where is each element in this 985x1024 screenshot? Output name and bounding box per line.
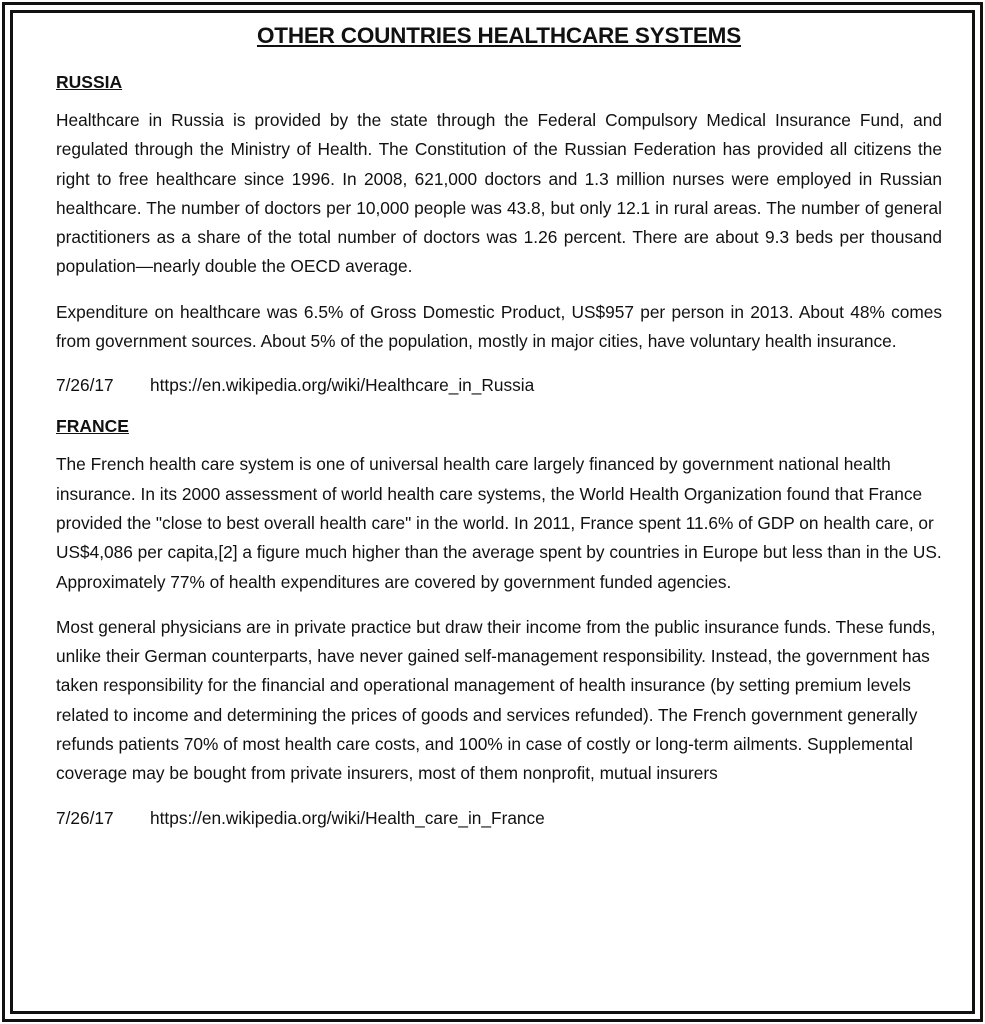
section-heading-russia: RUSSIA bbox=[56, 72, 123, 92]
section-france bbox=[56, 414, 942, 830]
france-source-date: 7/26/17 bbox=[56, 807, 114, 828]
document-page bbox=[56, 20, 942, 847]
document-title: OTHER COUNTRIES HEALTHCARE SYSTEMS bbox=[256, 23, 742, 48]
section-russia bbox=[56, 70, 942, 398]
russia-source-date: 7/26/17 bbox=[56, 375, 114, 396]
section-heading-france: FRANCE bbox=[56, 416, 129, 437]
russia-paragraph-2: Expenditure on healthcare was 6.5% of Gross Domestic Product, US$957 per person in 2013. About 48% comes from government sources. About 5% of the population, mostly in major cities, have voluntary health insurance. bbox=[56, 301, 942, 352]
france-source-citation bbox=[56, 805, 942, 831]
russia-paragraph-1: Healthcare in Russia is provided by the state through the Federal Compulsory Medical Insurance Fund, and regulated through the Ministry of Health. The Constitution of the Russian Federation has provided all citizens the right to free healthcare since 1996. In 2008, 621,000 doctors and 1.3 million nurses were employed in Russian healthcare. The number of doctors per 10,000 people was 43.8, but only 12.1 in rural areas. The number of general practitioners as a share of the total number of doctors was 1.26 percent. There are about 9.3 beds per thousand population—nearly double the OECD average. bbox=[56, 110, 942, 277]
france-paragraph-2: Most general physicians are in private practice but draw their income from the public insurance funds. These funds, unlike their German counterparts, have never gained self-management responsibility. Instead, the government has taken responsibility for the financial and operational management of health insurance (by setting premium levels related to income and determining the prices of goods and services refunded). The French government generally refunds patients 70% of most health care costs, and 100% in case of costly or long-term ailments. Supplemental coverage may be bought from private insurers, most of them nonprofit, mutual insurers bbox=[56, 616, 936, 784]
france-source-url: https://en.wikipedia.org/wiki/Health_care_in_France bbox=[150, 807, 545, 828]
russia-source-citation bbox=[56, 372, 942, 398]
france-paragraph-1: The French health care system is one of universal health care largely financed by government national health insurance. In its 2000 assessment of world health care systems, the World Health Organization found that France provided the "close to best overall health care" in the world. In 2011, France spent 11.6% of GDP on health care, or US$4,086 per capita,[2] a figure much higher than the average spent by countries in Europe but less than in the US. Approximately 77% of health expenditures are covered by government funded agencies. bbox=[56, 454, 942, 592]
russia-source-url: https://en.wikipedia.org/wiki/Healthcare_in_Russia bbox=[150, 375, 535, 396]
